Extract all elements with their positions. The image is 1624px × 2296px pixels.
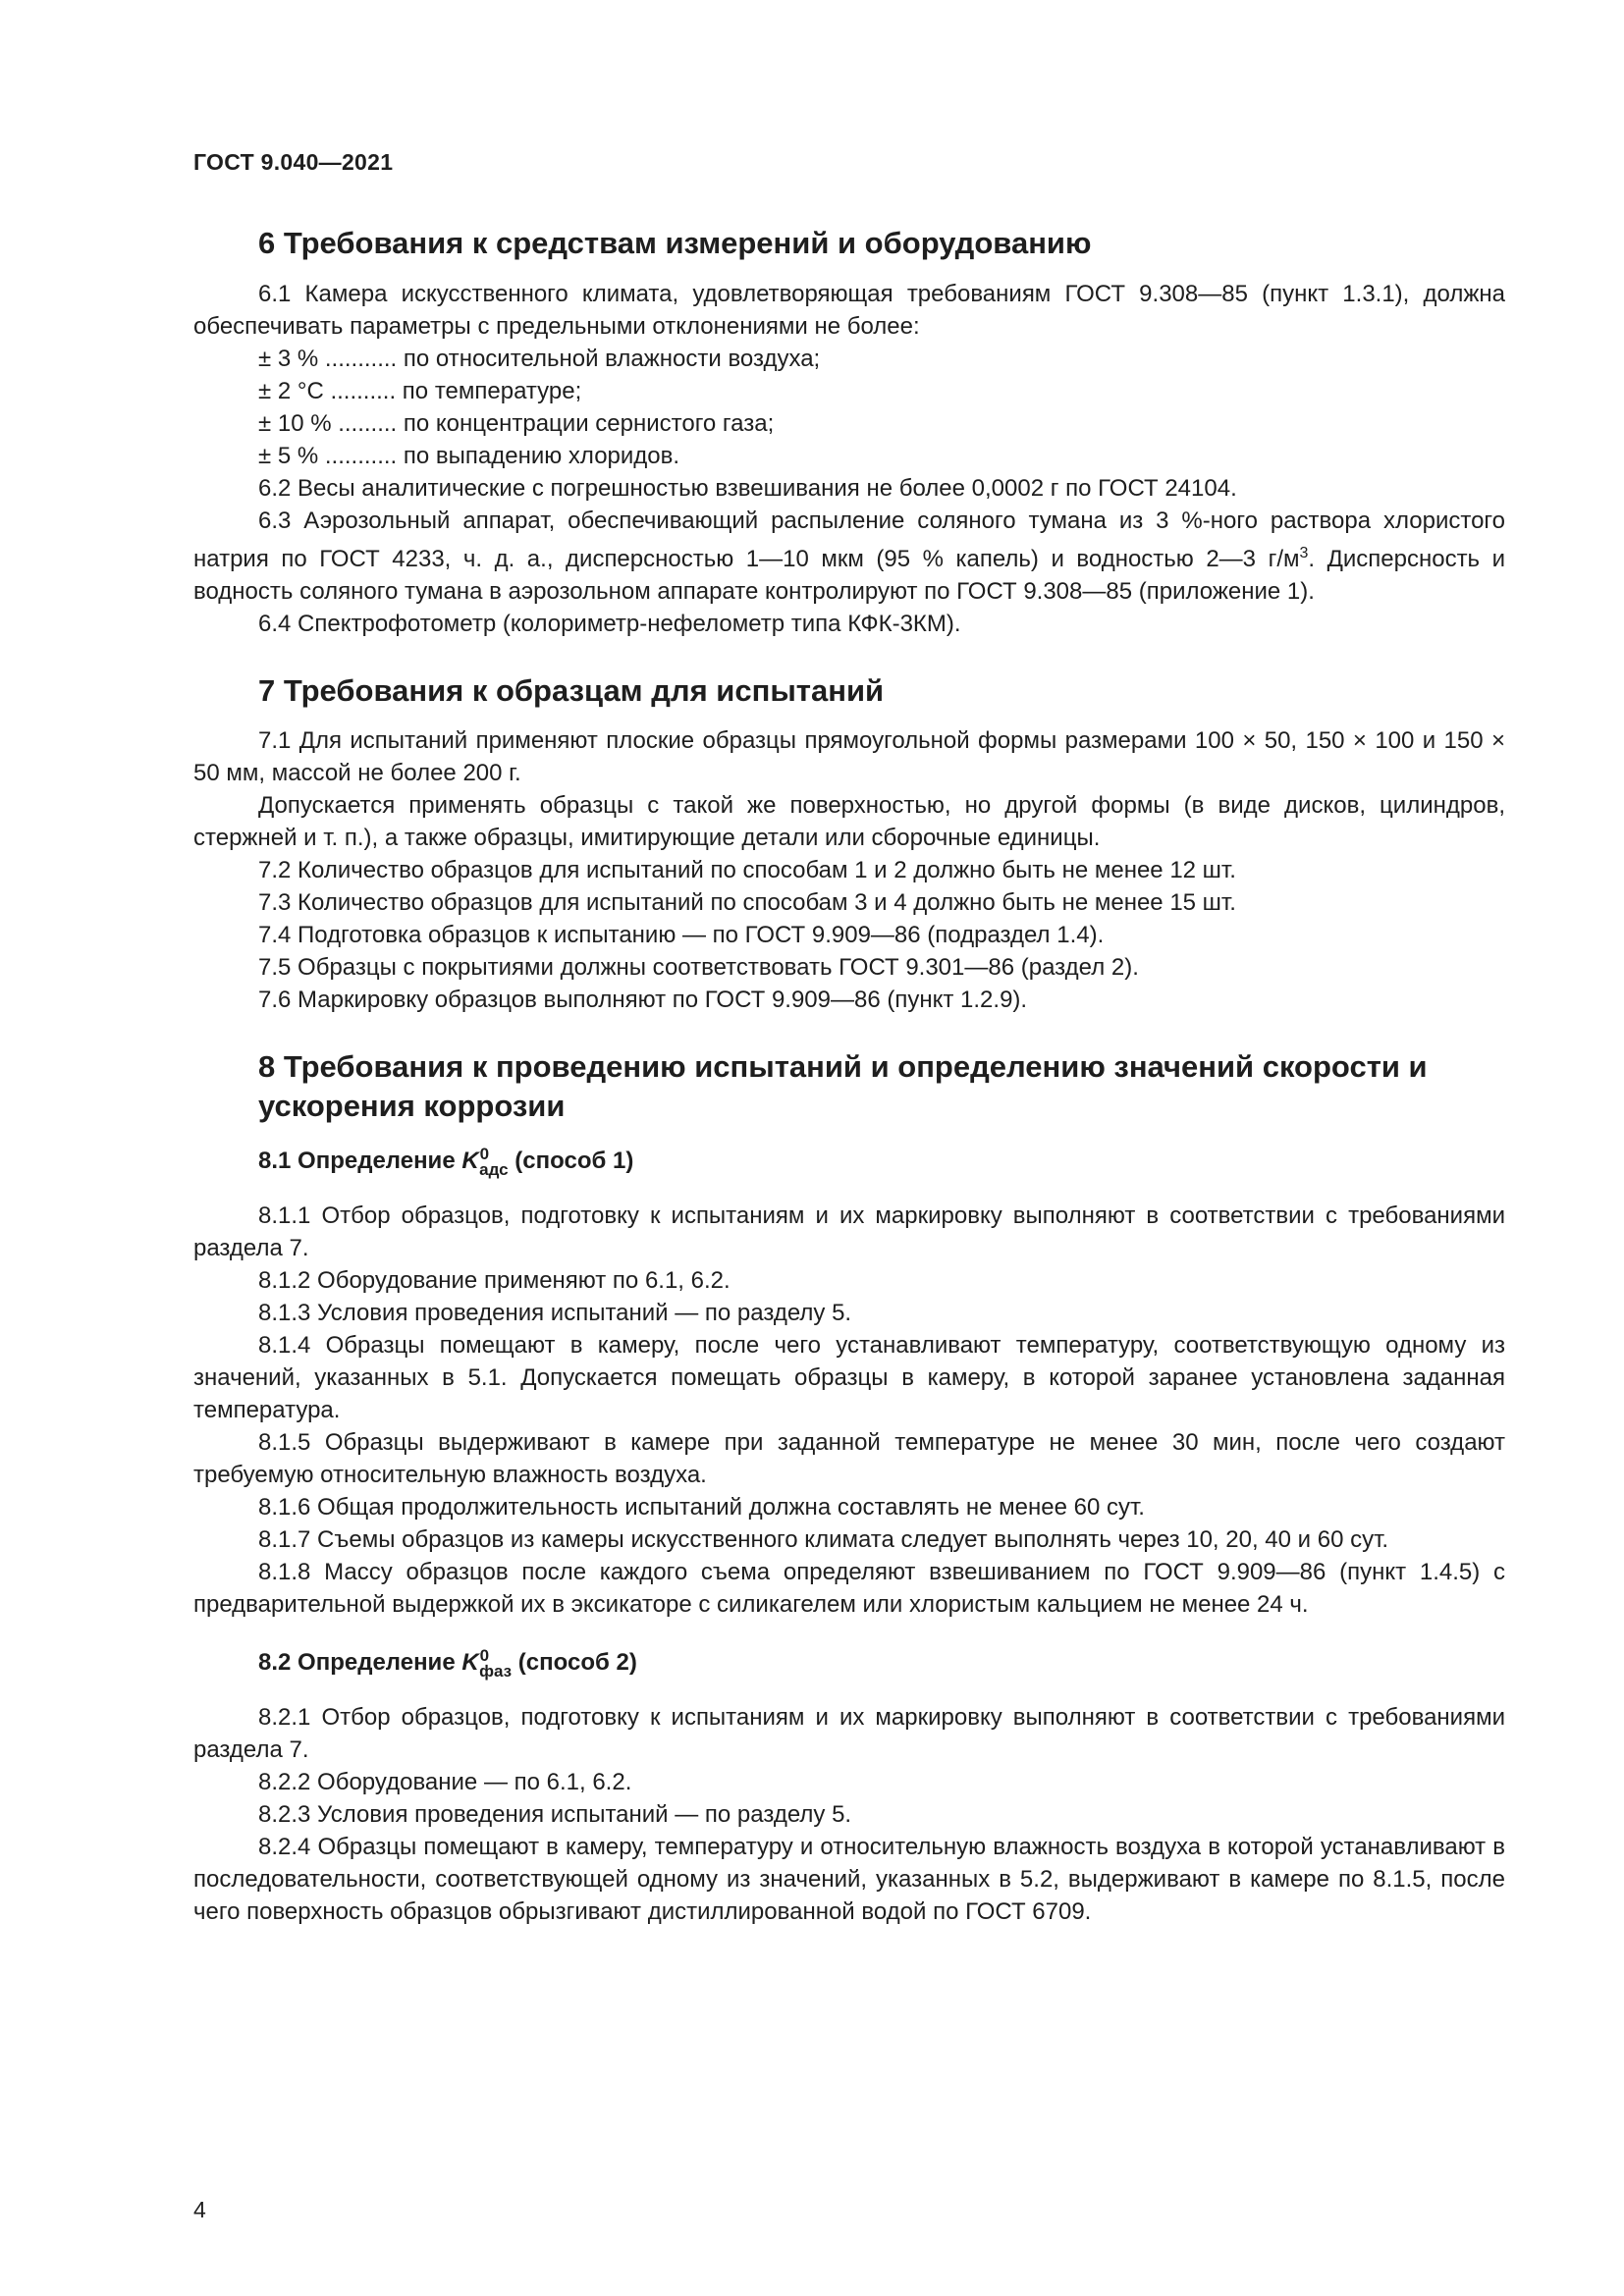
para-8-1-8: 8.1.8 Массу образцов после каждого съема определяют взвешиванием по ГОСТ 9.909—86 (пункт 1.4.5) с предварительной выдержкой их в эксикаторе с силикагелем или хлористым кальцием не менее 24 ч. xyxy=(193,1559,1505,1618)
list-item: ± 3 % ........... по относительной влажности воздуха; xyxy=(258,346,821,372)
section-8 xyxy=(193,1047,1505,1928)
para-8-1-1: 8.1.1 Отбор образцов, подготовку к испытаниям и их маркировку выполняют в соответствии с требованиями раздела 7. xyxy=(193,1202,1505,1261)
para-8-1-4: 8.1.4 Образцы помещают в камеру, после чего устанавливают температуру, соответствующую одному из значений, указанных в 5.1. Допускается помещать образцы в камеру, в которой заранее установлена заданная температура. xyxy=(193,1332,1505,1423)
para-8-1-5: 8.1.5 Образцы выдерживают в камере при заданной температуре не менее 30 мин, после чего создают требуемую относительную влажность воздуха. xyxy=(193,1429,1505,1488)
section-8-title: 8 Требования к проведению испытаний и определению значений скорости и ускорения коррозии xyxy=(258,1049,1428,1123)
para-7-1-note: Допускается применять образцы с такой же поверхностью, но другой формы (в виде дисков, цилиндров, стержней и т. п.), а также образцы, имитирующие детали или сборочные единицы. xyxy=(193,792,1505,851)
para-8-2-4: 8.2.4 Образцы помещают в камеру, температуру и относительную влажность воздуха в которой устанавливают в последовательности, соответствующей одному из значений, указанных в 5.2, выдерживают в камере по 8.1.5, после чего поверхность образцов обрызгивают дистиллированной водой по ГОСТ 6709. xyxy=(193,1834,1505,1925)
para-7-2: 7.2 Количество образцов для испытаний по способам 1 и 2 должно быть не менее 12 шт. xyxy=(258,857,1236,883)
page-number: 4 xyxy=(193,2197,206,2222)
list-item: ± 10 % ......... по концентрации сернистого газа; xyxy=(258,410,775,437)
para-6-2: 6.2 Весы аналитические с погрешностью взвешивания не более 0,0002 г по ГОСТ 24104. xyxy=(258,475,1237,502)
para-6-3: 6.3 Аэрозольный аппарат, обеспечивающий распыление соляного тумана из 3 %-ного раствора хлористого натрия по ГОСТ 4233, ч. д. а., дисперсностью 1—10 мкм (95 % капель) и водностью 2—3 $г/м^3$. Дисперсность и водность соляного тумана в аэрозольном аппарате контролируют по ГОСТ 9.308—85 (приложение 1). xyxy=(193,507,1506,605)
list-item: ± 2 °С .......... по температуре; xyxy=(258,378,582,404)
para-8-1-2: 8.1.2 Оборудование применяют по 6.1, 6.2. xyxy=(258,1267,731,1294)
section-6 xyxy=(193,224,1505,640)
document-body xyxy=(193,224,1505,1928)
para-8-1-6: 8.1.6 Общая продолжительность испытаний должна составлять не менее 60 сут. xyxy=(258,1494,1145,1521)
para-8-2-3: 8.2.3 Условия проведения испытаний — по разделу 5. xyxy=(258,1801,852,1828)
para-8-2-1: 8.2.1 Отбор образцов, подготовку к испытаниям и их маркировку выполняют в соответствии с требованиями раздела 7. xyxy=(193,1704,1505,1763)
section-7 xyxy=(193,671,1505,1016)
para-7-3: 7.3 Количество образцов для испытаний по способам 3 и 4 должно быть не менее 15 шт. xyxy=(258,889,1236,916)
para-6-4: 6.4 Спектрофотометр (колориметр-нефелометр типа КФК-3КМ). xyxy=(258,611,961,637)
para-8-2-2: 8.2.2 Оборудование — по 6.1, 6.2. xyxy=(258,1769,632,1795)
list-item: ± 5 % ........... по выпадению хлоридов. xyxy=(258,443,680,469)
para-8-1-7: 8.1.7 Съемы образцов из камеры искусственного климата следует выполнять через 10, 20, 40 и 60 сут. xyxy=(258,1526,1389,1553)
tolerance-list xyxy=(193,343,1505,472)
para-7-5: 7.5 Образцы с покрытиями должны соответствовать ГОСТ 9.301—86 (раздел 2). xyxy=(258,954,1139,981)
para-7-1: 7.1 Для испытаний применяют плоские образцы прямоугольной формы размерами 100 × 50, 150 × 100 и 150 × 50 мм, массой не более 200 г. xyxy=(193,727,1505,786)
para-8-1-3: 8.1.3 Условия проведения испытаний — по разделу 5. xyxy=(258,1300,852,1326)
subsection-8-2-title: 8.2 Определение $K^0_{фаз}$ (способ 2) xyxy=(258,1646,637,1681)
section-6-title: 6 Требования к средствам измерений и оборудованию xyxy=(258,226,1092,260)
subsection-8-1-title: 8.1 Определение $K^0_{адс}$ (способ 1) xyxy=(258,1145,634,1179)
para-6-1: 6.1 Камера искусственного климата, удовлетворяющая требованиям ГОСТ 9.308—85 (пункт 1.3.1), должна обеспечивать параметры с предельными отклонениями не более: xyxy=(193,281,1505,340)
section-7-title: 7 Требования к образцам для испытаний xyxy=(258,673,885,708)
running-header: ГОСТ 9.040—2021 xyxy=(193,149,394,175)
para-7-6: 7.6 Маркировку образцов выполняют по ГОСТ 9.909—86 (пункт 1.2.9). xyxy=(258,987,1028,1013)
para-7-4: 7.4 Подготовка образцов к испытанию — по ГОСТ 9.909—86 (подраздел 1.4). xyxy=(258,922,1105,948)
